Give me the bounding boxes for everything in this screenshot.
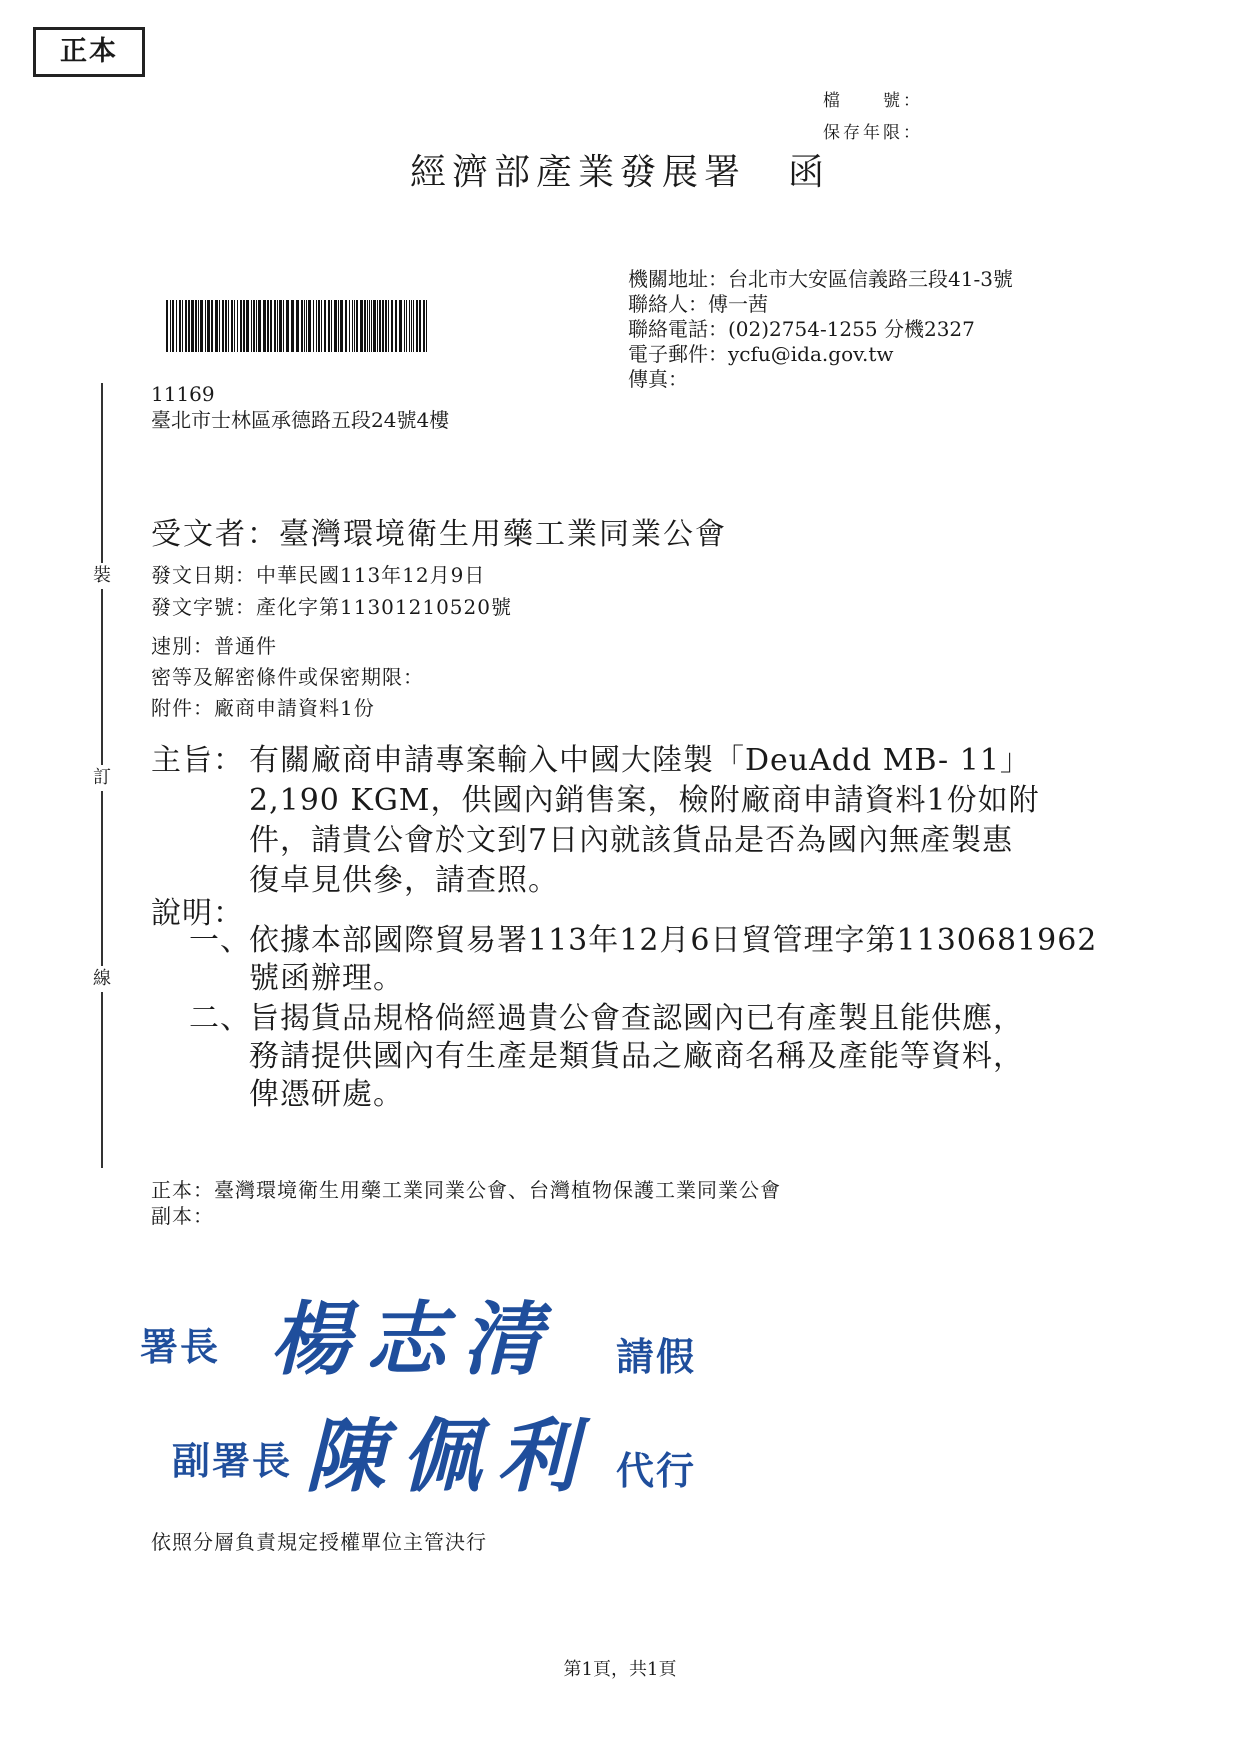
file-number-label: 檔 號： (823, 91, 923, 111)
postal-code: 11169 (151, 382, 215, 406)
sender-address: 機關地址：台北市大安區信義路三段41-3號 (628, 267, 1013, 291)
signature-note-leave: 請假 (616, 1334, 697, 1379)
signature-note-acting: 代行 (616, 1448, 697, 1493)
recipient: 受文者：臺灣環境衛生用藥工業同業公會 (151, 517, 727, 552)
sender-fax: 傳真： (628, 367, 688, 391)
page-number: 第1頁，共1頁 (563, 1659, 677, 1680)
attachment: 附件：廠商申請資料1份 (151, 696, 375, 720)
subject-line: 復卓見供參，請查照。 (249, 863, 559, 898)
subject-line: 件，請貴公會於文到7日內就該貨品是否為國內無產製惠 (249, 823, 1014, 858)
copy-recipients: 副本： (151, 1204, 214, 1228)
explanation-line: 依據本部國際貿易署113年12月6日貿管理字第1130681962 (249, 923, 1098, 958)
explanation-line: 號函辦理。 (249, 961, 404, 996)
delivery-speed: 速別：普通件 (151, 634, 277, 658)
explanation-line: 務請提供國內有生產是類貨品之廠商名稱及產能等資料， (249, 1039, 1024, 1074)
secrecy-level: 密等及解密條件或保密期限： (151, 665, 424, 689)
issue-date: 發文日期：中華民國113年12月9日 (151, 563, 486, 587)
signature-title-director: 署長 (140, 1324, 221, 1369)
signature-name-director: 楊志清 (270, 1292, 558, 1386)
signature-name-deputy: 陳佩利 (305, 1409, 593, 1503)
street-address: 臺北市士林區承德路五段24號4樓 (151, 408, 450, 432)
retention-period-label: 保存年限： (823, 123, 923, 143)
subject-line: 有關廠商申請專案輸入中國大陸製「DeuAdd MB- 11」 (249, 743, 1031, 778)
explanation-label: 說明： (151, 896, 244, 931)
barcode-image (166, 300, 431, 352)
explanation-line: 俾憑研處。 (249, 1077, 404, 1112)
binding-mark-staple: 訂 (88, 765, 116, 791)
explanation-item-number: 二、 (189, 1001, 251, 1036)
sender-contact-block (628, 267, 1013, 392)
issue-number: 發文字號：產化字第11301210520號 (151, 595, 512, 619)
binding-mark-line: 線 (88, 966, 116, 992)
original-recipients: 正本：臺灣環境衛生用藥工業同業公會、台灣植物保護工業同業公會 (151, 1178, 781, 1202)
binding-mark-bind: 裝 (88, 563, 116, 589)
recipient-postal-address (151, 381, 449, 433)
original-copy-stamp: 正本 (33, 27, 145, 77)
subject-label: 主旨： (151, 743, 244, 778)
delegation-note: 依照分層負責規定授權單位主管決行 (151, 1530, 487, 1554)
explanation-line: 旨揭貨品規格倘經過貴公會查認國內已有產製且能供應， (249, 1001, 1024, 1036)
sender-contact-person: 聯絡人：傅一茜 (628, 292, 768, 316)
document-title: 經濟部產業發展署 函 (409, 152, 830, 193)
subject-line: 2,190 KGM，供國內銷售案，檢附廠商申請資料1份如附 (249, 783, 1040, 818)
signature-title-deputy: 副署長 (172, 1438, 293, 1483)
explanation-item-number: 一、 (189, 923, 251, 958)
sender-phone: 聯絡電話：(02)2754-1255 分機2327 (628, 317, 975, 341)
sender-email: 電子郵件：ycfu@ida.gov.tw (628, 342, 894, 366)
